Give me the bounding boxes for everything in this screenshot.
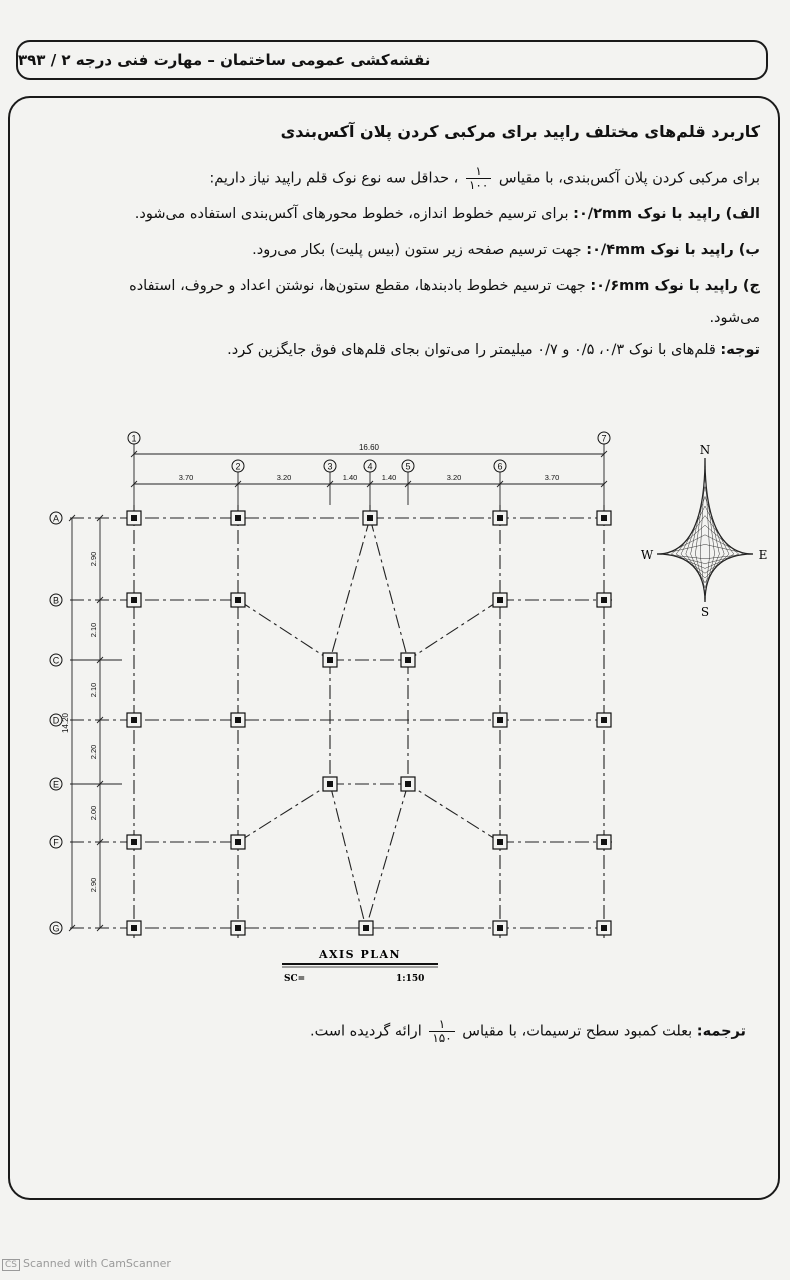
col-axis-label-2: 2 [235, 461, 241, 472]
caption-text-a: بعلت کمبود سطح ترسیمات، با مقیاس [462, 1023, 693, 1040]
item-b-text: جهت ترسیم صفحه زیر ستون (بیس پلیت) بکار می‌رود. [252, 242, 582, 258]
row-axis-label-F: F [53, 837, 59, 848]
scanner-text: Scanned with CamScanner [23, 1257, 171, 1270]
column-base-plate [323, 777, 337, 791]
col-axis-label-3: 3 [327, 461, 333, 472]
brace-line [330, 784, 366, 928]
column-base-plate [231, 593, 245, 607]
x-dim-label: 1.40 [342, 473, 358, 482]
row-axis-label-G: G [52, 923, 60, 934]
scale-numerator: ۱ [466, 165, 491, 179]
column-base-plate [127, 713, 141, 727]
caption-scale-numerator: ۱ [429, 1018, 454, 1032]
item-a [135, 206, 760, 222]
plan-title-block [282, 948, 438, 984]
scanner-badge: CS [2, 1259, 20, 1271]
y-dim-label: 2.90 [89, 551, 98, 567]
column-base-plate [127, 511, 141, 525]
row-axis-label-A: A [52, 513, 60, 524]
scale-fraction [466, 165, 491, 192]
column-base-plate [363, 511, 377, 525]
plan-scale-label: SC= [284, 974, 306, 984]
brace-line [330, 518, 370, 660]
note-text: قلم‌های با نوک ۰/۳، ۰/۵ و ۰/۷ میلیمتر را می‌توان بجای قلم‌های فوق جایگزین کرد. [227, 342, 716, 358]
y-dim-label: 2.10 [89, 622, 98, 638]
y-dim-label: 2.20 [89, 744, 98, 760]
brace-line [238, 784, 330, 842]
item-c-label: ج) راپید با نوک ۰/۶mm: [590, 278, 760, 294]
plan-scale-value: 1:150 [396, 974, 425, 984]
caption-fraction [429, 1018, 454, 1045]
item-c-continued: می‌شود. [709, 310, 760, 326]
x-dim-label: 3.70 [178, 473, 194, 482]
column-base-plate [597, 835, 611, 849]
col-axis-label-1: 1 [131, 433, 137, 444]
item-a-label: الف) راپید با نوک ۰/۲mm: [573, 206, 760, 222]
header-text: نقشه‌کشی عمومی ساختمان – مهارت فنی درجه ۲ / ۳۹۳ [18, 51, 431, 69]
column-base-plate [597, 593, 611, 607]
y-dim-label: 2.90 [89, 877, 98, 893]
x-dim-label: 1.40 [381, 473, 397, 482]
caption-label: ترجمه: [696, 1023, 746, 1040]
note-label: توجه: [720, 342, 760, 358]
y-dim-label: 2.10 [89, 682, 98, 698]
compass-e-label: E [758, 548, 768, 562]
column-base-plate [231, 835, 245, 849]
brace-line [238, 600, 330, 660]
row-axis-label-C: C [52, 655, 60, 666]
column-base-plate [127, 835, 141, 849]
item-c-text: جهت ترسیم خطوط بادبندها، مقطع ستون‌ها، نوشتن اعداد و حروف، استفاده [129, 278, 586, 294]
compass-hatch [705, 554, 739, 568]
item-c [129, 278, 760, 294]
row-axis-label-E: E [52, 779, 60, 790]
compass-w-label: W [640, 548, 654, 562]
brace-line [408, 600, 500, 660]
compass-hatch [705, 535, 743, 554]
axis-plan-drawing [0, 410, 790, 1000]
column-base-plate [231, 713, 245, 727]
brace-line [366, 784, 408, 928]
column-base-plate [127, 593, 141, 607]
compass-hatch [671, 525, 705, 554]
compass-n-label: N [699, 443, 711, 457]
col-axis-label-6: 6 [497, 461, 503, 472]
compass-hatch [671, 554, 705, 568]
x-dim-label: 3.70 [544, 473, 560, 482]
total-y-dim: 14.20 [61, 712, 70, 734]
scanner-watermark [2, 1257, 171, 1271]
scale-denominator: ۱۰۰ [468, 178, 489, 192]
col-axis-label-5: 5 [405, 461, 411, 472]
column-base-plate [493, 921, 507, 935]
column-base-plate [401, 653, 415, 667]
intro-line [209, 165, 760, 192]
column-base-plate [493, 835, 507, 849]
x-dim-label: 3.20 [446, 473, 462, 482]
section-title: کاربرد قلم‌های مختلف راپید برای مرکبی کردن پلان آکس‌بندی [280, 122, 760, 141]
column-base-plate [231, 511, 245, 525]
intro-text-b: ، حداقل سه نوع نوک قلم راپید نیاز داریم: [209, 170, 459, 187]
x-dim-label: 3.20 [276, 473, 292, 482]
column-base-plate [231, 921, 245, 935]
compass-hatch [705, 525, 739, 554]
item-b-label: ب) راپید با نوک ۰/۴mm: [586, 242, 760, 258]
compass-rose [641, 443, 768, 619]
column-base-plate [323, 653, 337, 667]
compass-hatch [667, 554, 705, 564]
brace-line [408, 784, 500, 842]
page-header [16, 40, 768, 80]
plan-title: AXIS PLAN [318, 948, 402, 961]
column-base-plate [597, 713, 611, 727]
column-base-plate [493, 511, 507, 525]
caption-scale-denominator: ۱۵۰ [432, 1031, 452, 1045]
caption-text-b: ارائه گردیده است. [310, 1023, 422, 1040]
column-base-plate [401, 777, 415, 791]
compass-s-label: S [700, 605, 710, 619]
compass-hatch [667, 535, 705, 554]
brace-line [370, 518, 408, 660]
item-b [252, 242, 760, 258]
intro-text-a: برای مرکبی کردن پلان آکس‌بندی، با مقیاس [498, 170, 760, 187]
compass-hatch [705, 554, 743, 564]
column-base-plate [359, 921, 373, 935]
total-x-dim: 16.60 [358, 443, 380, 452]
y-dim-label: 2.00 [89, 805, 98, 821]
compass-star [657, 458, 753, 602]
column-base-plate [127, 921, 141, 935]
row-axis-label-D: D [52, 715, 60, 726]
column-base-plate [597, 921, 611, 935]
row-axis-label-B: B [52, 595, 60, 606]
column-base-plate [493, 593, 507, 607]
item-a-text: برای ترسیم خطوط اندازه، خطوط محورهای آکس‌بندی استفاده می‌شود. [134, 206, 569, 222]
col-axis-label-7: 7 [601, 433, 607, 444]
note-line [227, 342, 760, 358]
col-axis-label-4: 4 [367, 461, 373, 472]
column-base-plate [493, 713, 507, 727]
caption-line [310, 1018, 746, 1045]
column-base-plate [597, 511, 611, 525]
